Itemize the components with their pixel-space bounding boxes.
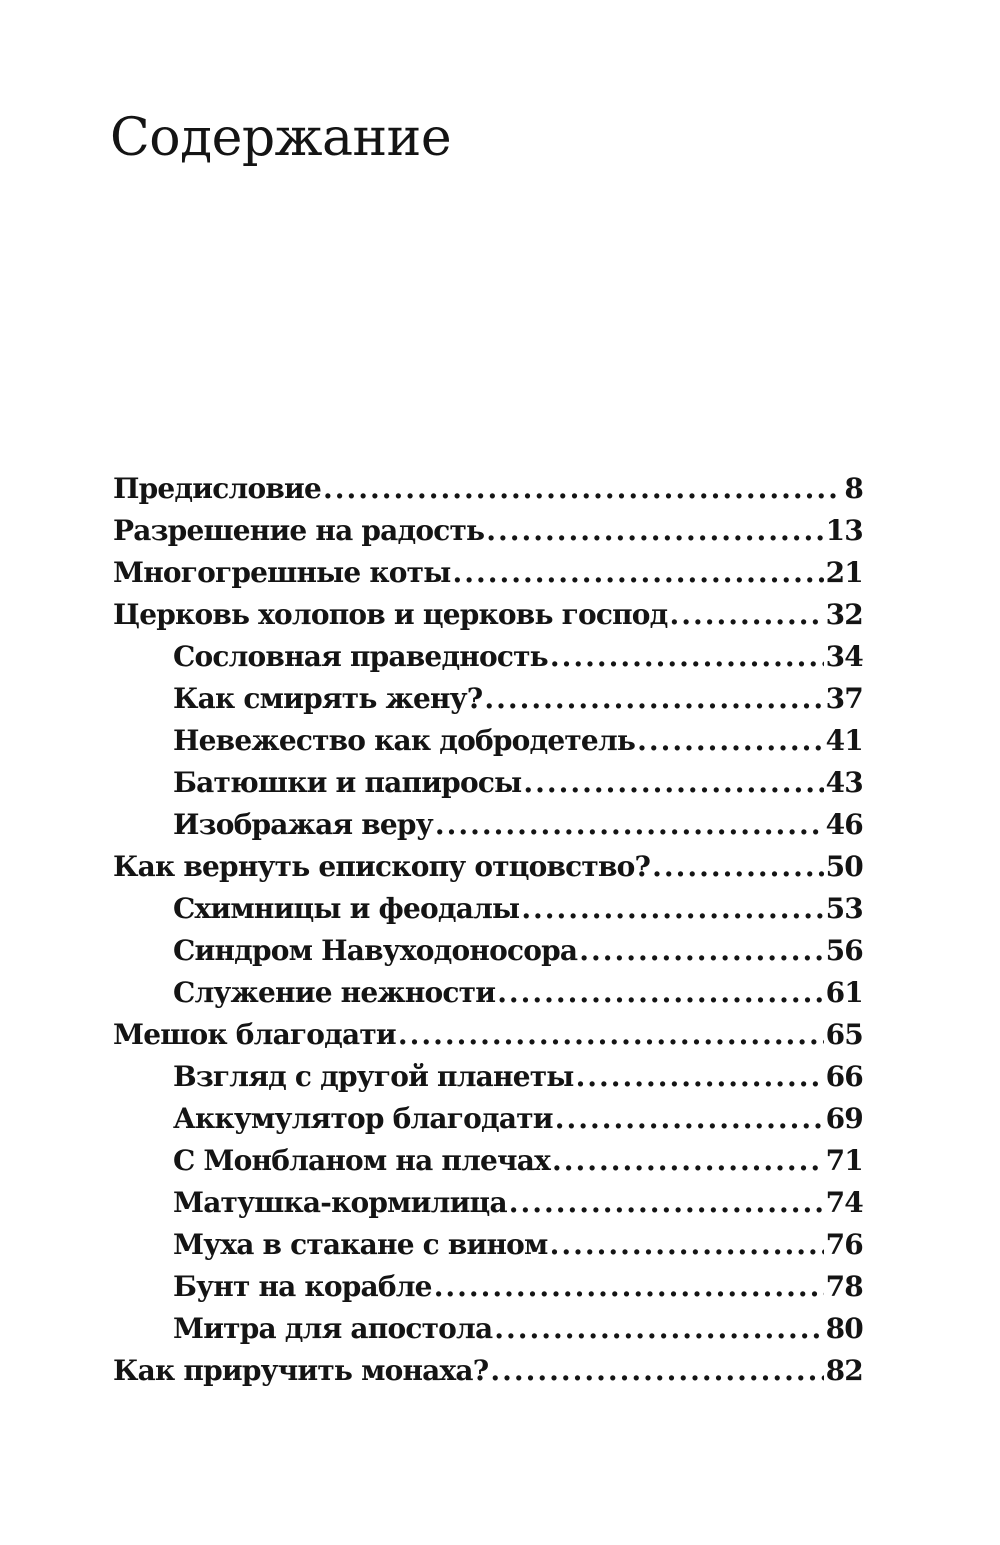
toc-entry-page-number: 76 [825,1228,863,1261]
dot-leader [323,468,841,510]
toc-chapter-entry [113,552,863,594]
toc-entry-page-number: 71 [825,1144,863,1177]
toc-subsection-entry [113,762,863,804]
toc-entry-title: Митра для апостола [173,1312,493,1345]
toc-entry-title: Батюшки и папиросы [173,766,522,799]
toc-subsection-entry [113,1308,863,1350]
dot-leader [494,1308,823,1350]
toc-subsection-entry [113,636,863,678]
toc-entry-title: Многогрешные коты [113,556,451,589]
toc-subsection-entry [113,930,863,972]
toc-entry-title: Предисловие [113,472,321,505]
dot-leader [670,594,824,636]
toc-entry-title: Бунт на корабле [173,1270,432,1303]
toc-entry-page-number: 46 [825,808,863,841]
toc-entry-page-number: 66 [825,1060,863,1093]
toc-subsection-entry [113,888,863,930]
toc-entry-page-number: 74 [825,1186,863,1219]
dot-leader [550,636,824,678]
toc-entry-page-number: 41 [825,724,863,757]
toc-subsection-entry [113,972,863,1014]
toc-entry-title: Невежество как добродетель [173,724,636,757]
toc-subsection-entry [113,1266,863,1308]
toc-entry-title: Как приручить монаха? [113,1354,489,1387]
dot-leader [490,1350,823,1392]
toc-subsection-entry [113,720,863,762]
dot-leader [398,1014,824,1056]
toc-entry-title: Мешок благодати [113,1018,396,1051]
dot-leader [521,888,823,930]
toc-subsection-entry [113,678,863,720]
toc-subsection-entry [113,1056,863,1098]
dot-leader [484,678,823,720]
toc-entry-title: Церковь холопов и церковь господ [113,598,668,631]
toc-entry-page-number: 37 [825,682,863,715]
dot-leader [550,1224,824,1266]
toc-chapter-entry [113,1350,863,1392]
dot-leader [497,972,823,1014]
toc-entry-title: Взгляд с другой планеты [173,1060,574,1093]
toc-entry-page-number: 78 [825,1270,863,1303]
toc-entry-page-number: 80 [825,1312,863,1345]
dot-leader [637,720,824,762]
toc-entry-page-number: 65 [825,1018,863,1051]
toc-entry-page-number: 82 [825,1354,863,1387]
dot-leader [576,1056,824,1098]
dot-leader [652,846,824,888]
dot-leader [509,1182,824,1224]
dot-leader [486,510,823,552]
toc-entry-page-number: 43 [825,766,863,799]
toc-entry-title: Матушка-кормилица [173,1186,507,1219]
toc-subsection-entry [113,1182,863,1224]
toc-entry-title: Муха в стакане с вином [173,1228,548,1261]
toc-entry-title: Как смирять жену? [173,682,483,715]
toc-entry-title: Изображая веру [173,808,433,841]
toc-subsection-entry [113,1098,863,1140]
toc-entry-page-number: 61 [825,976,863,1009]
toc-entry-page-number: 32 [825,598,863,631]
toc-subsection-entry [113,1140,863,1182]
toc-chapter-entry [113,1014,863,1056]
toc-entry-title: Разрешение на радость [113,514,485,547]
toc-entry-title: Синдром Навуходоносора [173,934,578,967]
toc-entry-page-number: 53 [825,892,863,925]
toc-chapter-entry [113,510,863,552]
dot-leader [452,552,823,594]
toc-entry-title: Служение нежности [173,976,496,1009]
dot-leader [523,762,823,804]
page-title: Содержание [110,108,452,168]
toc-subsection-entry [113,804,863,846]
toc-chapter-entry [113,468,863,510]
toc-entry-page-number: 13 [825,514,863,547]
toc-entry-page-number: 69 [825,1102,863,1135]
toc-entry-page-number: 8 [844,472,863,505]
table-of-contents [113,468,863,1392]
dot-leader [555,1098,824,1140]
toc-entry-page-number: 34 [825,640,863,673]
toc-entry-title: С Монбланом на плечах [173,1144,550,1177]
dot-leader [435,804,824,846]
toc-entry-page-number: 56 [825,934,863,967]
dot-leader [552,1140,824,1182]
toc-entry-title: Схимницы и феодалы [173,892,520,925]
toc-chapter-entry [113,846,863,888]
toc-entry-title: Сословная праведность [173,640,548,673]
dot-leader [434,1266,824,1308]
toc-chapter-entry [113,594,863,636]
toc-entry-page-number: 50 [825,850,863,883]
toc-subsection-entry [113,1224,863,1266]
dot-leader [579,930,823,972]
toc-entry-page-number: 21 [825,556,863,589]
toc-entry-title: Как вернуть епископу отцовство? [113,850,651,883]
toc-entry-title: Аккумулятор благодати [173,1102,553,1135]
